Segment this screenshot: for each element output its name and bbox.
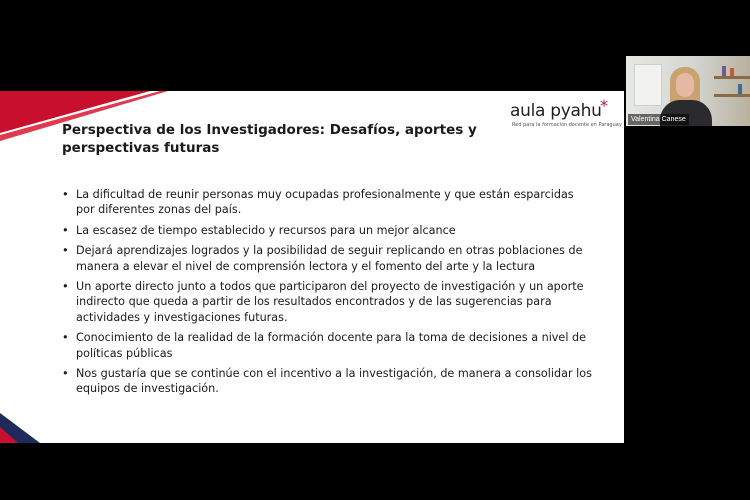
bullet-item (62, 366, 592, 397)
bullet-item (62, 187, 592, 218)
participant-video-tile[interactable] (626, 56, 750, 126)
book (738, 84, 742, 94)
participant-face (676, 73, 694, 97)
bullet-item (62, 243, 592, 274)
bullet-text: Dejará aprendizajes logrados y la posibilidad de seguir replicando en otras poblaciones de manera a elevar el nivel de comprensión lectora y el fomento del arte y la lectura (76, 244, 583, 273)
bullet-text: La dificultad de reunir personas muy ocupadas profesionalmente y que están esparcidas por diferentes zonas del país. (76, 188, 574, 217)
logo-wordmark: aula pyahu (510, 101, 602, 121)
bullet-text: Nos gustaría que se continúe con el incentivo a la investigación, de manera a consolidar los equipos de investigación. (76, 367, 592, 396)
bookshelf (714, 76, 750, 79)
bullet-icon: • (62, 280, 69, 294)
bullet-text: Conocimiento de la realidad de la formación docente para la toma de decisiones a nivel de políticas públicas (76, 331, 586, 360)
wall-poster (634, 64, 662, 106)
bullet-icon: • (62, 244, 69, 258)
logo-tagline: Red para la formación docente en Paraguay (512, 122, 622, 128)
bullet-list (62, 187, 592, 402)
logo-star-icon: * (600, 96, 608, 115)
bullet-item (62, 223, 592, 238)
participant-name-label: Valentina Canese (628, 114, 689, 125)
shared-slide (0, 91, 624, 443)
bullet-item (62, 330, 592, 361)
bullet-icon: • (62, 188, 69, 201)
slide-title: Perspectiva de los Investigadores: Desafíos, aportes y perspectivas futuras (62, 122, 477, 156)
bullet-item (62, 279, 592, 325)
bullet-icon: • (62, 223, 69, 237)
book (722, 66, 726, 76)
bullet-icon: • (62, 331, 69, 345)
bullet-icon: • (62, 367, 69, 381)
bookshelf (714, 94, 750, 97)
bullet-text: La escasez de tiempo establecido y recursos para un mejor alcance (76, 223, 456, 237)
bullet-text: Un aporte directo junto a todos que participaron del proyecto de investigación y un aporte indirecto que queda a partir de los resultados encontrados y de las sugerencias para actividades y investigaciones futuras. (76, 280, 584, 324)
book (730, 68, 734, 76)
